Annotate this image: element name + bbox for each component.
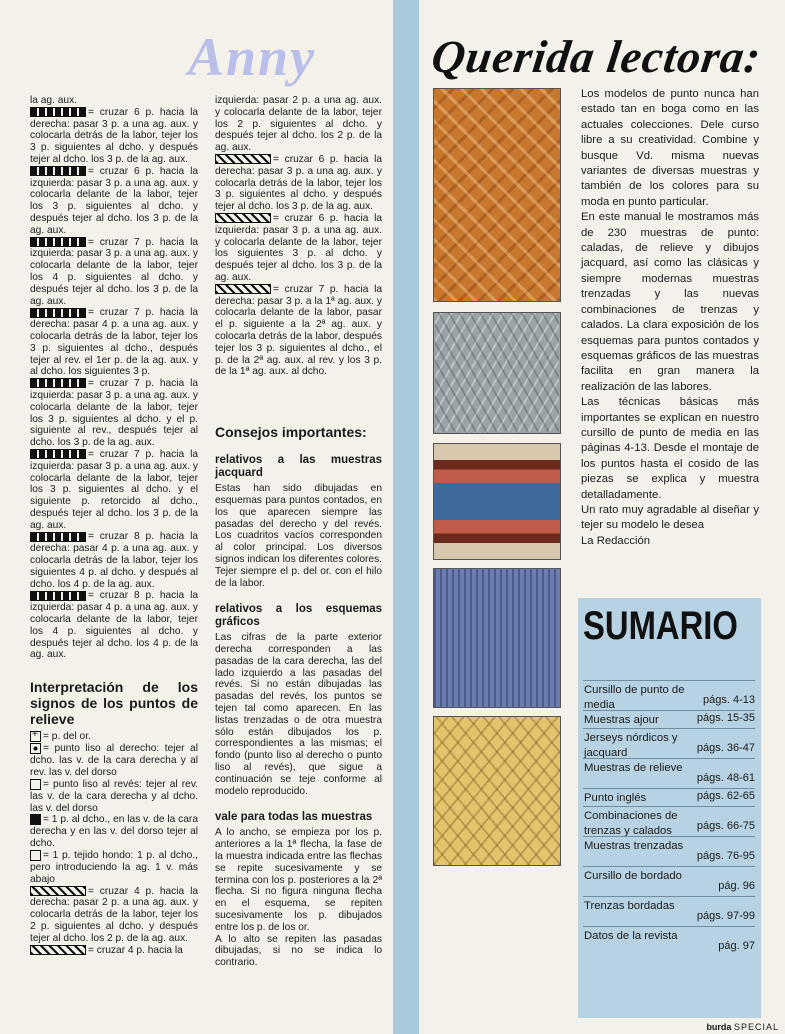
letter-para-4: Un rato muy agradable al diseñar y tejer su modelo le desea bbox=[581, 503, 759, 532]
para-7: = cruzar 7 p. hacia la izquierda: pasar 3 p. a una ag. aux. y colocarla delante de la labor, tejer los 3 p. siguientes al dcho. y el siguiente p. retorcido al dcho., después tejer al dcho. los 3 p. de la ag. aux. bbox=[30, 448, 198, 531]
jacquard-text: Estas han sido dibujadas en esquemas para puntos contados, en los que aparecen siempre las pasadas del derecho y del revés. Los cuadritos vacíos corresponden al color principal. Los diversos signos indican los diferentes colores. Tejer siempre el p. del or. con el hilo de la labor. bbox=[215, 483, 382, 589]
cable-symbol-icon bbox=[30, 308, 86, 318]
cross-symbol-icon bbox=[215, 213, 271, 223]
todas-text-1: A lo ancho, se empieza por los p. anteriores a la 1ª flecha, la fase de la muestra indicada entre las flechas se repite sucesivamente y se termina con los p. posteriores a la 2ª flecha. Si no figura ninguna flecha en el esquema, se repiten sucesivamente los p. dibujados entre los p. de los or. bbox=[215, 827, 382, 933]
cable-symbol-icon bbox=[30, 237, 86, 247]
cable-symbol-icon bbox=[30, 378, 86, 388]
sym-4: = 1 p. al dcho., en las v. de la cara derecha y en las v. del dorso tejer al dcho. bbox=[30, 814, 198, 850]
dot-box-icon bbox=[30, 743, 41, 754]
t-box-icon bbox=[30, 850, 41, 861]
jacquard-knit-swatch bbox=[433, 443, 561, 560]
graficos-text: Las cifras de la parte exterior derecha corresponden a las pasadas de la cara derecha, las del lado izquierdo a las pasadas del revés. Si no están dibujadas las pasadas del revés, los puntos se tejen tal como aparecen. En las listas trenzadas o de otra muestra sólo están dibujados los p. correspondientes a las mismas; el fondo (punto liso al derecho o punto liso al revés), que sigue a continuación se teje conforme al modelo reproducido. bbox=[215, 632, 382, 797]
sumario-item: Muestras trenzadas págs. 76-95 bbox=[583, 836, 755, 866]
para-9: = cruzar 8 p. hacia la izquierda: pasar 4 p. a una ag. aux. y colocarla delante de la labor, tejer los 4 p. siguientes al dcho. y después tejer al dcho. los 4 p. de la ag. aux. bbox=[30, 590, 198, 661]
cable-symbol-icon bbox=[30, 591, 86, 601]
cable-symbol-icon bbox=[30, 532, 86, 542]
sym-5: = 1 p. tejido hondo: 1 p. al dcho., pero introduciendo la ag. 1 v. más abajo bbox=[30, 850, 198, 885]
para-1: la ag. aux. bbox=[30, 95, 78, 106]
sym-1: += p. del or. bbox=[30, 731, 198, 743]
consejos-heading: Consejos importantes: bbox=[215, 424, 367, 441]
sym-7: = cruzar 4 p. hacia la bbox=[30, 945, 198, 957]
para-6: = cruzar 7 p. hacia la izquierda: pasar 3 p. a una ag. aux. y colocarla delante de la labor, tejer los 3 p. siguientes al dcho. y el p. siguiente al rev., después tejer al dcho. los 3 p. de la ag. aux. bbox=[30, 378, 198, 449]
filled-box-icon bbox=[30, 814, 41, 825]
cross-symbol-icon bbox=[215, 284, 271, 294]
sumario-item: Datos de la revista pág. 97 bbox=[583, 926, 755, 956]
middle-column bbox=[215, 95, 382, 969]
interpretacion-heading: Interpretación de los signos de los puntos de relieve bbox=[30, 679, 198, 728]
sumario-item: Cursillo de bordado pág. 96 bbox=[583, 866, 755, 896]
anny-heading: Anny bbox=[188, 27, 317, 87]
todas-heading: vale para todas las muestras bbox=[215, 811, 373, 824]
para-2: = cruzar 6 p. hacia la derecha: pasar 3 p. a una ag. aux. y colocarla detrás de la labor, tejer los 3 p. siguientes al dcho. y después tejer al dcho. los 3 p. de la ag. aux. bbox=[30, 106, 198, 165]
chevron-lace-swatch bbox=[433, 716, 561, 866]
sumario-item: Jerseys nórdicos y jacquard págs. 36-47 bbox=[583, 728, 755, 758]
mid-para-2: = cruzar 6 p. hacia la derecha: pasar 3 p. a una ag. aux. y colocarla detrás de la labor, tejer los 3 p. siguientes al dcho. y después tejer al dcho. los 3 p. de la ag. aux. bbox=[215, 153, 382, 213]
sumario-item: Punto inglés págs. 62-65 bbox=[584, 790, 755, 804]
mid-para-1: izquierda: pasar 2 p. a una ag. aux. y colocarla delante de la labor, tejer los 2 p. siguientes al dcho. y después tejer al dcho. los 2 p. de la ag. aux. bbox=[215, 95, 382, 154]
sumario-item: Muestras ajour págs. 15-35 bbox=[584, 712, 755, 726]
burda-logo: burda SPECIAL bbox=[706, 1022, 779, 1032]
querida-lectora-heading: Querida lectora: bbox=[428, 31, 765, 82]
sumario-item: Cursillo de punto de media págs. 4-13 bbox=[583, 680, 755, 710]
para-8: = cruzar 8 p. hacia la derecha: pasar 4 p. a una ag. aux. y colocarla detrás de la labor, tejer los siguientes 4 p. al dcho. y después al dcho. los 4 p. de la ag. aux. bbox=[30, 531, 198, 590]
plus-box-icon bbox=[30, 731, 41, 742]
graficos-heading: relativos a los esquemas gráficos bbox=[215, 603, 382, 629]
para-4: = cruzar 7 p. hacia la izquierda: pasar 3 p. a una ag. aux. y colocarla delante de la labor, tejer los 4 p. siguientes al dcho. y después tejer al dcho. los 3 p. de la ag. aux. bbox=[30, 236, 198, 307]
letter-signature: La Redacción bbox=[581, 534, 651, 547]
cable-symbol-icon bbox=[30, 166, 86, 176]
empty-box-icon bbox=[30, 779, 41, 790]
sumario-item: Muestras de relieve págs. 48-61 bbox=[583, 758, 755, 788]
lace-knit-swatch bbox=[433, 312, 561, 434]
cable-knit-swatch bbox=[433, 88, 561, 302]
cross-symbol-icon bbox=[30, 886, 86, 896]
cable-symbol-icon bbox=[30, 107, 86, 117]
sym-6: = cruzar 4 p. hacia la derecha: pasar 2 p. a una ag. aux. y colocarla detrás de la labor, tejer los 2 p. siguientes al dcho. y después tejer al dcho. los 2 p. de la ag. aux. bbox=[30, 885, 198, 944]
cable-symbol-icon bbox=[30, 449, 86, 459]
sumario-list bbox=[583, 680, 755, 956]
letter-text bbox=[581, 87, 759, 549]
blue-divider-bar bbox=[393, 0, 419, 1034]
sumario-title: SUMARIO bbox=[583, 604, 738, 648]
sumario-item: Trenzas bordadas págs. 97-99 bbox=[583, 896, 755, 926]
cross-symbol-icon bbox=[215, 154, 271, 164]
mid-para-3: = cruzar 6 p. hacia la izquierda: pasar 3 p. a una ag. aux. y colocarla delante de la labor, tejer los siguientes 3 p. al dcho. y después tejer al dcho. los 3 p. de la ag. aux. bbox=[215, 212, 382, 283]
jacquard-heading: relativos a las muestras jacquard bbox=[215, 454, 382, 480]
ribbed-knit-swatch bbox=[433, 568, 561, 708]
sumario-item: Combinaciones de trenzas y calados págs. 66-75 bbox=[583, 806, 755, 836]
letter-para-3: Las técnicas básicas más importantes se explican en nuestro cursillo de punto de media en las páginas 4-13. Desde el montaje de los puntos hasta el cosido de las piezas se explica y muestra detalladamente. bbox=[581, 396, 759, 501]
sym-3: = punto liso al revés: tejer al rev. las v. de la cara derecha y al dcho. las v. del dorso bbox=[30, 779, 198, 814]
mid-para-4: = cruzar 7 p. hacia la derecha: pasar 3 p. a la 1ª ag. aux. y colocarla delante de la labor, pasar el p. siguiente a la 2ª ag. aux. y colocarla detrás de la labor, después tejer los 3 p. siguientes al dcho., el p. de la 2ª ag. aux. al rev. y los 3 p. de la 1ª ag. aux. al dcho. bbox=[215, 283, 382, 378]
para-5: = cruzar 7 p. hacia la derecha: pasar 4 p. a una ag. aux. y colocarla detrás de la labor, tejer los 3 p. siguientes al dcho., después tejer al rev. el 1er p. de la ag. aux. y al dcho. los siguientes 3 p. bbox=[30, 307, 198, 378]
todas-text-2: A lo alto se repiten las pasadas dibujadas, si no se indica lo contrario. bbox=[215, 933, 382, 969]
left-column bbox=[30, 95, 198, 956]
cross-symbol-icon bbox=[30, 945, 86, 955]
sym-2: = punto liso al derecho: tejer al dcho. las v. de la cara derecha y al rev. las v. del dorso bbox=[30, 743, 198, 779]
letter-para-1: Los modelos de punto nunca han estado tan en boga como en las actuales colecciones. Dele curso libre a su creatividad. Combine y busque Vd. misma nuevas variantes de diversas muestras y también de los colores para su moda en punto particular. bbox=[581, 88, 759, 208]
para-3: = cruzar 6 p. hacia la izquierda: pasar 3 p. a una ag. aux. y colocarla delante de la labor, tejer los 3 p. siguientes al dcho. y después tejer al dcho. los 3 p. de la ag. aux. bbox=[30, 165, 198, 236]
letter-para-2: En este manual le mostramos más de 230 muestras de punto: caladas, de relieve y dibujos jacquard, así como las clásicas y siempre modernas muestras trenzadas y las nuevas combinaciones de trenzas y calados. La clara exposición de los esquemas para puntos contados y esquemas gráficos de las muestras facilita en gran manera la realización de las labores. bbox=[581, 211, 759, 393]
